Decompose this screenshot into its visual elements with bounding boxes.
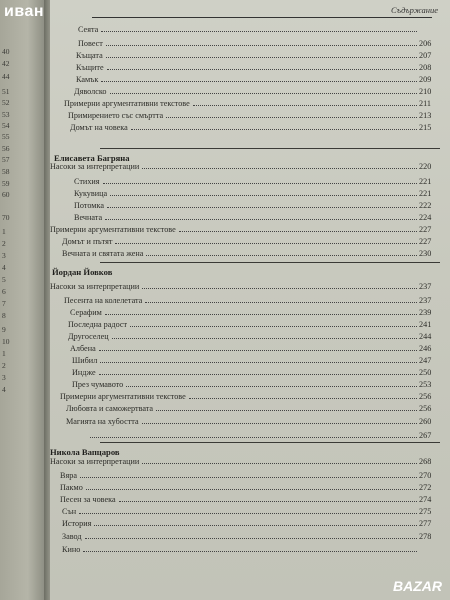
left-page-edge [0,0,46,600]
toc-leader-dots [142,423,417,424]
toc-entry-title: Пакмо [60,483,83,492]
toc-leader-dots [105,314,417,315]
toc-leader-dots [146,255,417,256]
toc-entry-title: Шибил [72,356,98,365]
author-heading-bagryana: Елисавета Багряна [54,153,130,163]
toc-page-number: 206 [419,39,432,48]
left-page-number: 4 [2,385,6,394]
toc-page-number: 246 [419,344,432,353]
toc-page-number: 274 [419,495,432,504]
toc-entry-title: Завод [62,532,82,541]
toc-entry-title: Песента на колелетата [64,296,143,305]
toc-entry-title: Албена [70,344,96,353]
left-page-number: 9 [2,325,6,334]
toc-entry-title: Домът и пътят [62,237,113,246]
toc-leader-dots [115,243,417,244]
toc-leader-dots [142,288,417,289]
toc-entry-title: Стихия [74,177,100,186]
toc-leader-dots [126,386,417,387]
toc-entry-title: Вечната [74,213,103,222]
toc-entry-title: Дяволско [74,87,107,96]
toc-leader-dots [142,168,417,169]
left-page-number: 42 [2,59,10,68]
toc-entry-title: Сън [62,507,77,516]
toc-page-number: 256 [419,404,432,413]
toc-page-number: 272 [419,483,432,492]
left-page-number: 59 [2,179,10,188]
toc-leader-dots [100,362,417,363]
left-page-number: 4 [2,263,6,272]
toc-leader-dots [101,31,417,32]
toc-page-number: 220 [419,162,432,171]
toc-leader-dots [83,551,417,552]
toc-page-number: 209 [419,75,432,84]
toc-page-number: 256 [419,392,432,401]
left-page-number: 55 [2,132,10,141]
toc-entry-title: Любовта и саможертвата [66,404,154,413]
toc-page-number: 268 [419,457,432,466]
toc-page-number: 244 [419,332,432,341]
toc-leader-dots [105,219,417,220]
toc-leader-dots [106,57,417,58]
toc-leader-dots [106,45,417,46]
toc-page-number: 270 [419,471,432,480]
toc-entry-title: Къщата [76,51,103,60]
toc-page-number: 237 [419,296,432,305]
toc-entry-title: Вяра [60,471,77,480]
toc-page-number: 241 [419,320,432,329]
toc-leader-dots [166,117,417,118]
left-page-number: 10 [2,337,10,346]
section-divider [100,148,440,149]
author-heading-vaptsarov: Никола Вапцаров [50,447,120,457]
section-divider [100,262,440,263]
toc-page-number: 267 [419,431,432,440]
toc-page-number: 227 [419,237,432,246]
toc-page-number: 260 [419,417,432,426]
left-page-number: 1 [2,227,6,236]
toc-entry-title: Камък [76,75,99,84]
toc-page-number: 224 [419,213,432,222]
toc-page-number: 221 [419,189,432,198]
toc-entry-title: Потомка [74,201,104,210]
toc-leader-dots [189,398,417,399]
site-logo: иван [4,3,45,20]
left-page-number: 6 [2,287,6,296]
toc-leader-dots [193,105,417,106]
left-page-number: 44 [2,72,10,81]
toc-leader-dots [110,195,417,196]
toc-page-number: 277 [419,519,432,528]
toc-entry-title: Повест [78,39,103,48]
toc-page-number: 239 [419,308,432,317]
toc-leader-dots [145,302,417,303]
section-divider [100,442,440,443]
toc-leader-dots [85,538,417,539]
toc-page-number: 237 [419,282,432,291]
left-page-number: 70 [2,213,10,222]
toc-entry-title: Последна радост [68,320,128,329]
toc-entry-title: Примерни аргументативни текстове [60,392,186,401]
toc-leader-dots [99,350,417,351]
toc-entry-title: Серафим [70,308,102,317]
left-page-number: 1 [2,349,6,358]
toc-leader-dots [103,183,417,184]
toc-entry-title: Индже [72,368,96,377]
left-page-number: 52 [2,98,10,107]
toc-page-number: 230 [419,249,432,258]
left-page-number: 5 [2,275,6,284]
toc-page-number: 227 [419,225,432,234]
toc-page-number: 222 [419,201,432,210]
toc-page-number: 215 [419,123,432,132]
toc-leader-dots [80,477,417,478]
toc-entry-title: Насоки за интерпретации [50,457,140,466]
left-page-number: 40 [2,47,10,56]
left-page-number: 51 [2,87,10,96]
toc-leader-dots [86,489,417,490]
page-header-title: Съдържание [390,5,438,15]
toc-leader-dots [107,69,417,70]
left-page-number: 58 [2,167,10,176]
toc-page-number: 253 [419,380,432,389]
left-page-number: 57 [2,155,10,164]
toc-leader-dots [156,410,417,411]
toc-entry-title: Домът на човека [70,123,128,132]
toc-entry-title: Къщите [76,63,104,72]
toc-page-number: 247 [419,356,432,365]
toc-page-number: 213 [419,111,432,120]
left-page-number: 56 [2,144,10,153]
toc-page-number: 211 [419,99,431,108]
toc-entry-title: Насоки за интерпретации [50,162,140,171]
toc-page-number: 250 [419,368,432,377]
toc-entry-title: Другоселец [68,332,109,341]
toc-leader-dots [101,81,417,82]
left-page-number: 2 [2,239,6,248]
left-page-number: 3 [2,373,6,382]
left-page-number: 7 [2,299,6,308]
left-page-number: 53 [2,110,10,119]
toc-leader-dots [142,463,417,464]
toc-page-number: 221 [419,177,432,186]
toc-entry-title: През чумавото [72,380,124,389]
left-page-number: 2 [2,361,6,370]
toc-entry-title: Кино [62,545,81,554]
toc-entry-title: Насоки за интерпретации [50,282,140,291]
toc-leader-dots [107,207,417,208]
left-page-number: 3 [2,251,6,260]
toc-entry-title: Кукувица [74,189,108,198]
toc-entry-title: Сеята [78,25,99,34]
toc-leader-dots [119,501,417,502]
toc-entry-title: Магията на хубостта [66,417,139,426]
toc-page-number: 210 [419,87,432,96]
toc-entry-title: Песен за човека [60,495,116,504]
toc-entry-title: Примерни аргументативни текстове [64,99,190,108]
toc-entry-title: История [62,519,92,528]
toc-leader-dots [99,374,417,375]
left-page-number: 8 [2,311,6,320]
toc-page-number: 275 [419,507,432,516]
toc-entry-title: Примирението със смъртта [68,111,164,120]
toc-leader-dots [90,437,417,438]
toc-page-number: 207 [419,51,432,60]
toc-entry-title: Вечната и святата жена [62,249,144,258]
left-page-number: 60 [2,190,10,199]
toc-entry-title: Примерни аргументативни текстове [50,225,176,234]
toc-leader-dots [79,513,417,514]
bazar-watermark: BAZAR [393,578,442,594]
toc-page-number: 208 [419,63,432,72]
toc-leader-dots [112,338,417,339]
header-rule [92,17,432,18]
toc-page-number: 278 [419,532,432,541]
toc-leader-dots [131,129,417,130]
toc-leader-dots [94,525,417,526]
toc-leader-dots [130,326,417,327]
toc-leader-dots [179,231,417,232]
toc-page [50,0,450,600]
author-heading-yovkov: Йордан Йовков [52,267,113,277]
left-page-number: 54 [2,121,10,130]
toc-leader-dots [110,93,417,94]
